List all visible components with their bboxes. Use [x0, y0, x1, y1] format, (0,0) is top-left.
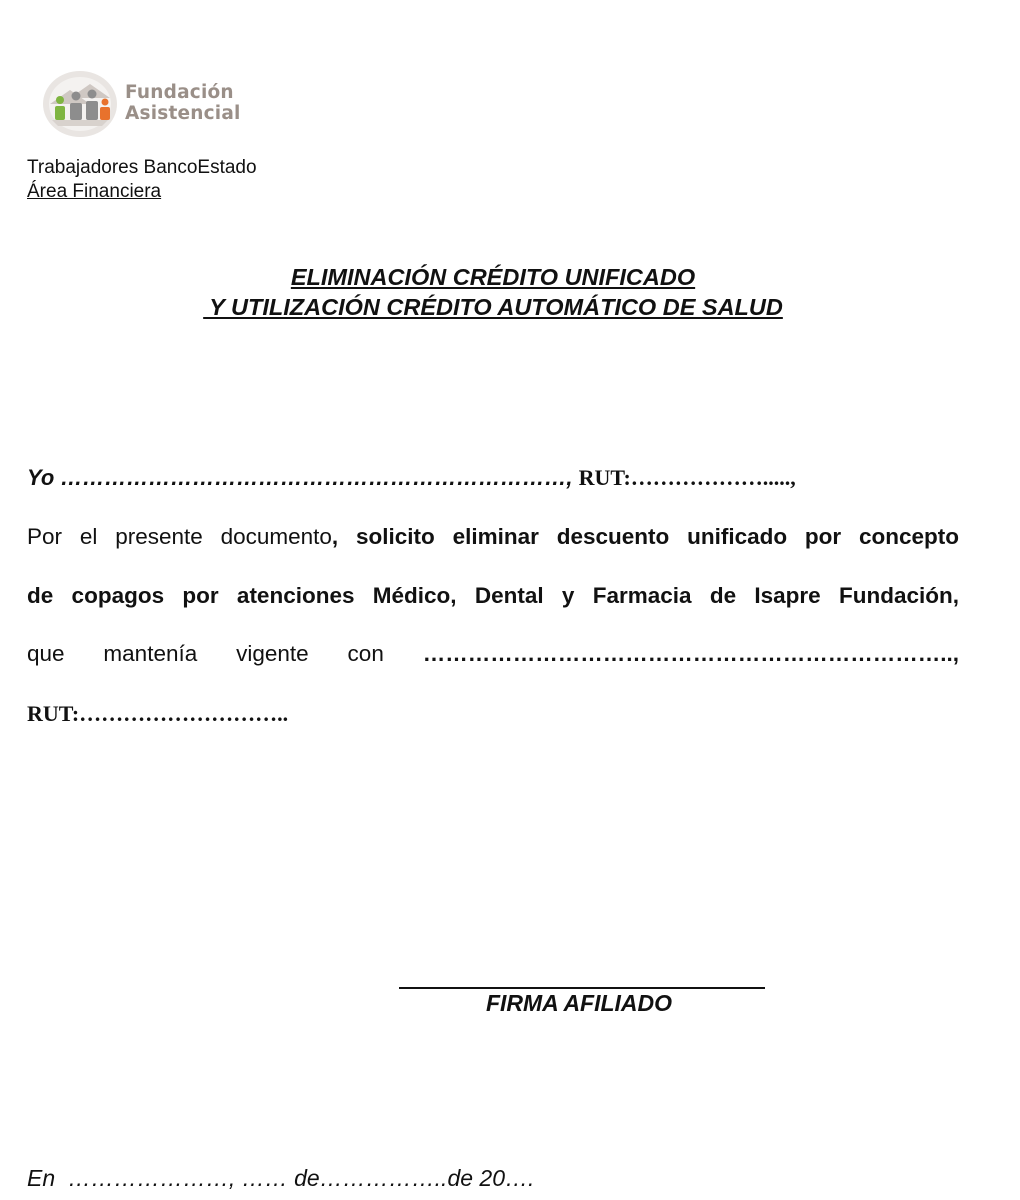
body-paragraph-line1 [27, 524, 959, 550]
logo-wordmark [125, 82, 241, 124]
holder-name-blank: …………………………………………………………….., [422, 641, 959, 666]
signature-label: FIRMA AFILIADO [485, 990, 673, 1016]
body-vigente-text: que mantenía vigente con [27, 641, 423, 666]
fundacion-logo [42, 70, 242, 140]
rut-blank: ………………....., [630, 465, 796, 490]
sender-department: Área Financiera [27, 181, 162, 202]
body-paragraph-line4 [27, 701, 288, 727]
declaration-line [27, 465, 796, 491]
date-place-line: En …………………, …… de……………..de 20…. [27, 1165, 535, 1191]
name-blank: ……………………………………………………………, [54, 465, 579, 490]
sender-block [27, 156, 257, 204]
logo-text-line1: Fundación [125, 82, 234, 103]
sender-organization: Trabajadores BancoEstado [27, 157, 257, 178]
signature-line [399, 987, 765, 989]
holder-rut-label: RUT: [27, 701, 80, 726]
title-line1: ELIMINACIÓN CRÉDITO UNIFICADO [290, 264, 696, 290]
body-paragraph-line3 [27, 641, 959, 667]
rut-label: RUT: [578, 465, 631, 490]
logo-text-line2: Asistencial [125, 103, 241, 124]
document-title [0, 262, 986, 322]
body-paragraph-line2: de copagos por atenciones Médico, Dental y Farmacia de Isapre Fundación, [27, 583, 959, 608]
fundacion-logo-icon [42, 70, 118, 138]
body-request-text: , solicito eliminar descuento unificado por concepto [331, 524, 959, 549]
holder-rut-blank: ……………………….. [79, 701, 289, 726]
title-line2: Y UTILIZACIÓN CRÉDITO AUTOMÁTICO DE SALUD [203, 294, 783, 320]
yo-label: Yo [27, 465, 55, 490]
body-intro-text: Por el presente documento [27, 524, 332, 549]
